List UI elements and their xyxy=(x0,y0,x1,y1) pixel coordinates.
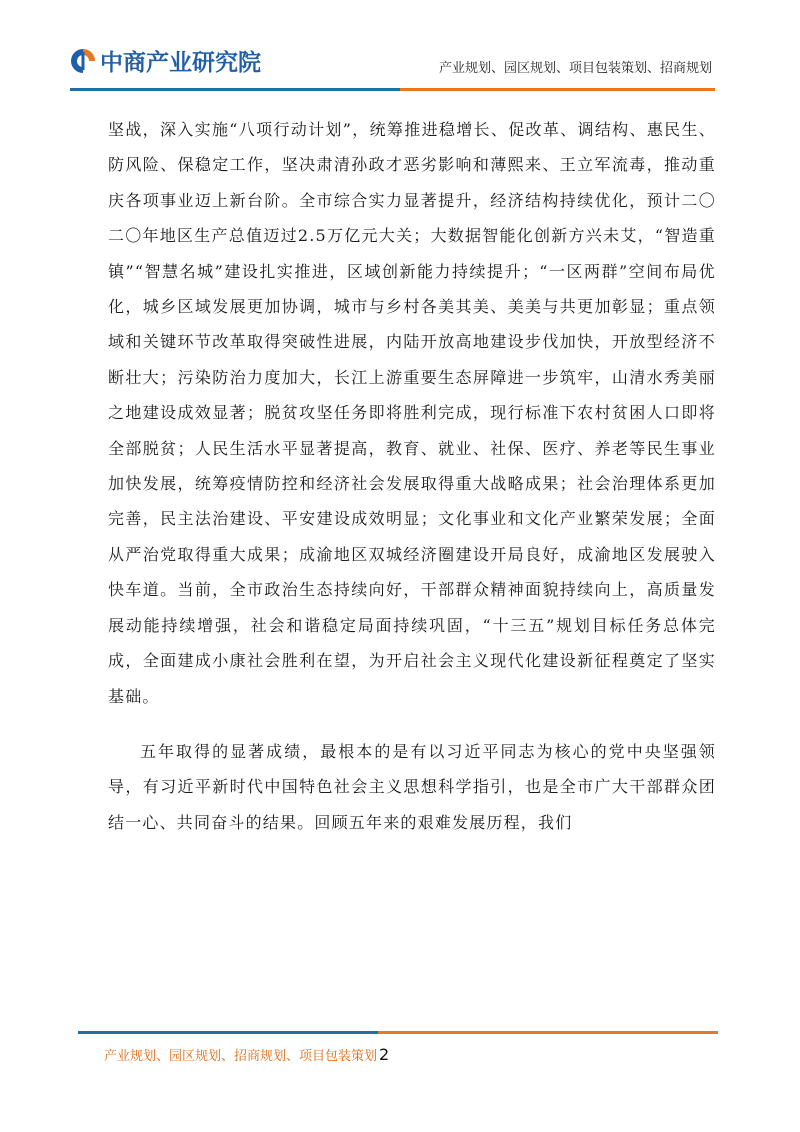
footer-text: 产业规划、园区规划、招商规划、项目包装策划 xyxy=(104,1049,378,1064)
page-footer xyxy=(104,1045,389,1064)
logo-text: 中商产业研究院 xyxy=(100,50,261,76)
paragraph: 五年取得的显著成绩，最根本的是有以习近平同志为核心的党中央坚强领导，有习近平新时代中国特色社会主义思想科学指引，也是全市广大干部群众团结一心、共同奋斗的结果。回顾五年来的艰难发展历程，我们 xyxy=(108,741,716,832)
page-number: 2 xyxy=(379,1045,390,1064)
header-tagline: 产业规划、园区规划、项目包装策划、招商规划 xyxy=(438,61,712,76)
header-rule-blue xyxy=(70,88,400,91)
cicc-logo-icon xyxy=(68,46,98,76)
footer-rule-blue xyxy=(78,1031,378,1034)
footer-rule-orange xyxy=(378,1031,718,1034)
paragraph: 坚战，深入实施“八项行动计划”，统筹推进稳增长、促改革、调结构、惠民生、防风险、保稳定工作，坚决肃清孙政才恶劣影响和薄熙来、王立军流毒，推动重庆各项事业迈上新台阶。全市综合实力显著提升，经济结构持续优化，预计二〇二〇年地区生产总值迈过2.5万亿元大关；大数据智能化创新方兴未艾，“智造重镇”“智慧名城”建设扎实推进，区域创新能力持续提升；“一区两群”空间布局优化，城乡区域发展更加协调，城市与乡村各美其美、美美与共更加彰显；重点领域和关键环节改革取得突破性进展，内陆开放高地建设步伐加快，开放型经济不断壮大；污染防治力度加大，长江上游重要生态屏障进一步筑牢，山清水秀美丽之地建设成效显著；脱贫攻坚任务即将胜利完成，现行标准下农村贫困人口即将全部脱贫；人民生活水平显著提高，教育、就业、社保、医疗、养老等民生事业加快发展，统筹疫情防控和经济社会发展取得重大战略成果；社会治理体系更加完善，民主法治建设、平安建设成效明显；文化事业和文化产业繁荣发展；全面从严治党取得重大成果；成渝地区双城经济圈建设开局良好，成渝地区发展驶入快车道。当前，全市政治生态持续向好，干部群众精神面貌持续向上，高质量发展动能持续增强，社会和谐稳定局面持续巩固，“十三五”规划目标任务总体完成，全面建成小康社会胜利在望，为开启社会主义现代化建设新征程奠定了坚实基础。 xyxy=(108,120,716,706)
page-header xyxy=(0,0,800,95)
logo xyxy=(68,44,261,77)
header-rule-orange xyxy=(400,88,715,91)
document-body xyxy=(108,112,716,840)
